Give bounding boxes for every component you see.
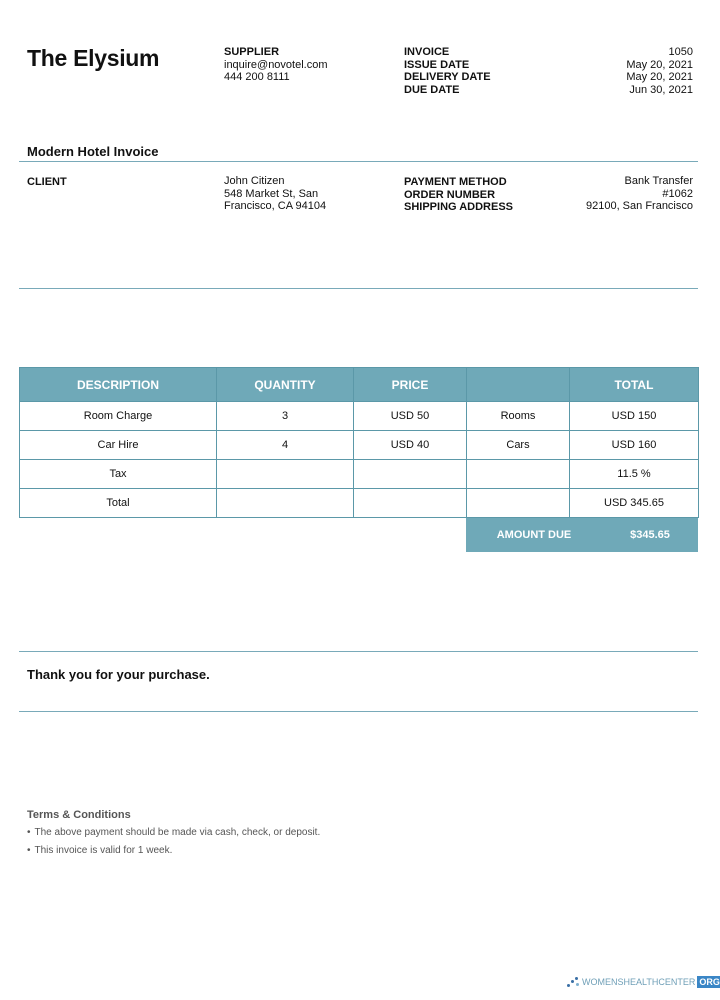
table-row: [20, 402, 699, 431]
divider: [19, 288, 698, 289]
amount-due-label: AMOUNT DUE: [496, 529, 572, 541]
header-total: TOTAL: [570, 368, 699, 402]
table-header-row: [20, 368, 699, 402]
invoice-number-label: INVOICE: [404, 46, 450, 58]
payment-method-value: Bank Transfer: [624, 175, 693, 187]
cell-price: [354, 489, 467, 518]
order-number-value: #1062: [662, 187, 693, 200]
divider: [19, 161, 698, 162]
terms-item: [27, 845, 172, 856]
dots-logo-icon: [566, 975, 580, 989]
cell-total: USD 345.65: [570, 489, 699, 518]
supplier-email: inquire@novotel.com: [224, 58, 328, 71]
client-city: Francisco, CA 94104: [224, 200, 327, 212]
client-address: [224, 175, 326, 213]
supplier-label: SUPPLIER: [224, 46, 280, 58]
cell-description: Total: [20, 489, 217, 518]
invoice-title: Modern Hotel Invoice: [27, 144, 159, 159]
line-items-table: [19, 367, 699, 518]
divider: [19, 711, 698, 712]
watermark-text: WOMENSHEALTHCENTER: [582, 977, 696, 987]
cell-quantity: [217, 460, 354, 489]
divider: [19, 651, 698, 652]
terms-item: [27, 827, 320, 838]
bullet-icon: •: [27, 827, 31, 838]
cell-unit: [467, 489, 570, 518]
cell-price: USD 50: [354, 402, 467, 431]
table-row: [20, 431, 699, 460]
cell-price: [354, 460, 467, 489]
cell-total: USD 150: [570, 402, 699, 431]
invoice-meta-values: [560, 46, 693, 96]
supplier-block: [224, 46, 328, 84]
watermark-logo: [566, 975, 720, 989]
client-name: John Citizen: [224, 175, 285, 187]
table-row: [20, 460, 699, 489]
payment-values: [540, 175, 693, 213]
header-unit: [467, 368, 570, 402]
cell-description: Room Charge: [20, 402, 217, 431]
client-label: CLIENT: [27, 176, 67, 188]
cell-quantity: 4: [217, 431, 354, 460]
issue-date-value: May 20, 2021: [626, 58, 693, 71]
header-quantity: QUANTITY: [217, 368, 354, 402]
cell-description: Car Hire: [20, 431, 217, 460]
cell-total: 11.5 %: [570, 460, 699, 489]
cell-price: USD 40: [354, 431, 467, 460]
header-description: DESCRIPTION: [20, 368, 217, 402]
cell-total: USD 160: [570, 431, 699, 460]
terms-item-text: This invoice is valid for 1 week.: [34, 845, 173, 856]
due-date-value: Jun 30, 2021: [629, 83, 693, 96]
invoice-meta-labels: [404, 46, 491, 96]
delivery-date-label: DELIVERY DATE: [404, 71, 491, 83]
client-street: 548 Market St, San: [224, 187, 319, 200]
supplier-phone: 444 200 8111: [224, 71, 290, 83]
table-row: [20, 489, 699, 518]
delivery-date-value: May 20, 2021: [626, 71, 693, 83]
shipping-address-value: 92100, San Francisco: [585, 200, 693, 212]
terms-title: Terms & Conditions: [27, 809, 131, 821]
payment-method-label: PAYMENT METHOD: [404, 176, 507, 188]
bullet-icon: •: [27, 845, 31, 856]
watermark-suffix: ORG: [699, 977, 720, 987]
cell-quantity: 3: [217, 402, 354, 431]
amount-due-box: [466, 518, 698, 552]
header-price: PRICE: [354, 368, 467, 402]
shipping-address-label: SHIPPING ADDRESS: [404, 201, 514, 213]
cell-unit: Rooms: [467, 402, 570, 431]
amount-due-value: $345.65: [630, 529, 670, 541]
cell-description: Tax: [20, 460, 217, 489]
due-date-label: DUE DATE: [404, 83, 460, 96]
cell-unit: Cars: [467, 431, 570, 460]
invoice-number-value: 1050: [668, 46, 693, 58]
terms-item-text: The above payment should be made via cash, check, or deposit.: [34, 827, 321, 838]
order-number-label: ORDER NUMBER: [404, 188, 496, 201]
payment-labels: [404, 176, 513, 214]
cell-unit: [467, 460, 570, 489]
issue-date-label: ISSUE DATE: [404, 58, 470, 71]
company-name: The Elysium: [27, 45, 160, 71]
thank-you-message: Thank you for your purchase.: [27, 667, 210, 682]
cell-quantity: [217, 489, 354, 518]
